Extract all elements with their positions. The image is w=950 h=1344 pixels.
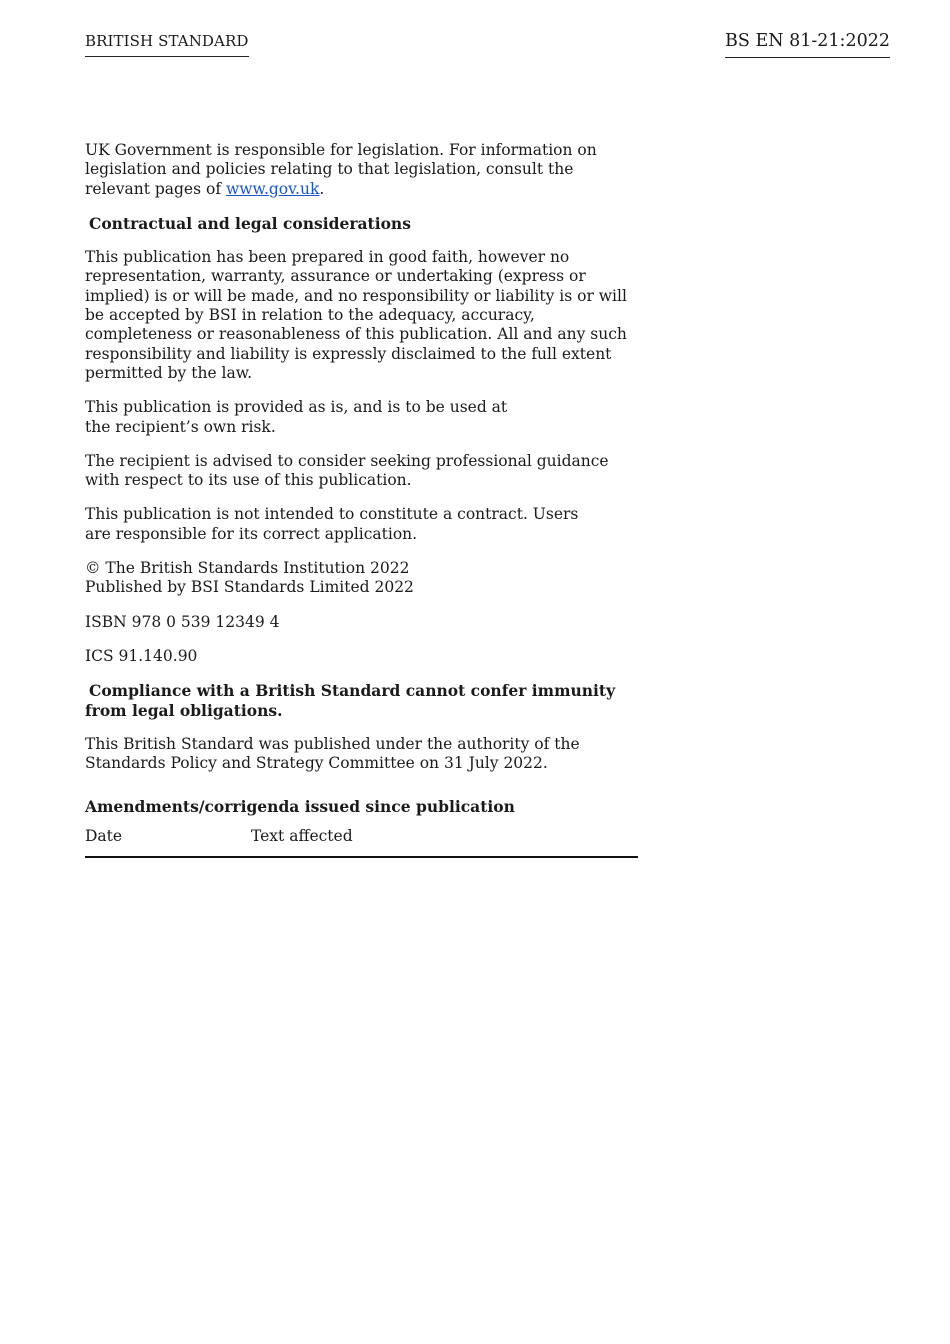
intro-paragraph [85,141,625,199]
intro-text: UK Government is responsible for legislation. For information on legislation and policies relating to that legislation, consult the relevant pages of [85,141,597,198]
copyright-line: © The British Standards Institution 2022 [85,559,410,578]
publisher-line: Published by BSI Standards Limited 2022 [85,578,414,597]
intro-text-end: . [319,179,325,198]
gov-uk-link[interactable]: www.gov.uk [225,179,320,198]
document-body [85,141,640,858]
compliance-text: This British Standard was published under the authority of the Standards Policy and Strategy Committee on 31 July 2022. [85,734,580,773]
amendments-title: Amendments/corrigenda issued since publication [85,797,515,817]
copyright-block [85,559,640,598]
contractual-paragraph-2: This publication is provided as is, and is to be used at the recipient’s own risk. [85,398,508,436]
ics-line: ICS 91.140.90 [85,646,198,665]
compliance-heading: Compliance with a British Standard cannot confer immunity from legal obligations. [85,681,616,720]
amendments-table [85,827,638,858]
amendments-text-header: Text affected [251,826,353,845]
contractual-paragraph-1: This publication has been prepared in good faith, however no representation, warranty, assurance or undertaking (express or implied) is or will be made, and no responsibility or liability is or will be accepted by BSI in relation to the adequacy, accuracy, completeness or reasonableness of this publication. All and any such responsibility and liability is expressly disclaimed to the full extent permitted by the law. [85,248,627,382]
contractual-paragraph-4: This publication is not intended to constitute a contract. Users are responsible for its correct application. [85,505,579,543]
contractual-heading: Contractual and legal considerations [89,213,411,233]
header-standard-number: BS EN 81-21:2022 [725,31,890,58]
amendments-date-header: Date [85,826,123,845]
header-standard-label: BRITISH STANDARD [85,32,249,57]
isbn-line: ISBN 978 0 539 12349 4 [85,612,280,631]
contractual-paragraph-3: The recipient is advised to consider seeking professional guidance with respect to its use of this publication. [85,451,609,490]
